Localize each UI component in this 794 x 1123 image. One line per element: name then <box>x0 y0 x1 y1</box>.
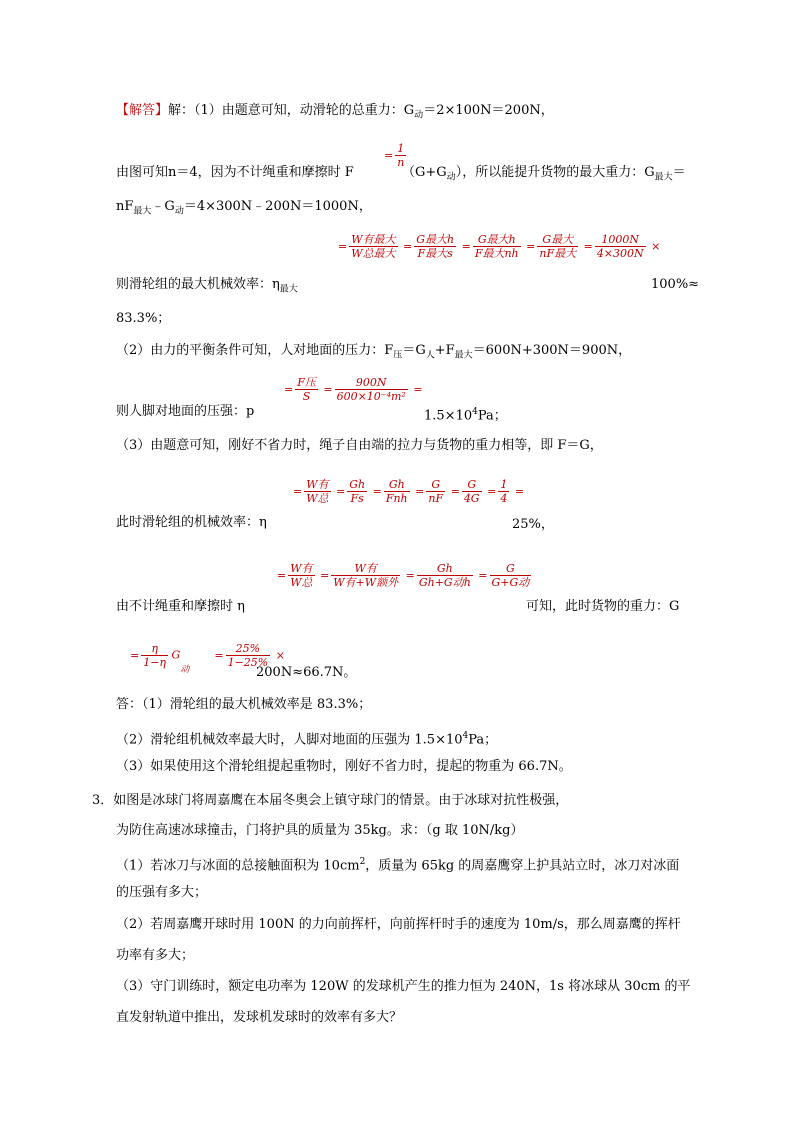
eta-no-save-force-formula: = $\frac{\text{W有}}{\text{W总}}$ = $\frac{Gh}{Fs}$ = $\frac{Gh}{\text{Fnh}}$ = $\frac{G}{nF}$ = $\frac{G}{4G}$ = $\frac{1}{4}$ = <box>293 478 525 505</box>
solution-line-4: 则滑轮组的最大机械效率：$\eta_{最大}$ <box>116 277 298 295</box>
problem-3-q2: （2）若周嘉鹰开球时用 100N 的力向前挥杆，向前挥杆时手的速度为 10m/s，那么周嘉鹰的挥杆 <box>116 917 681 932</box>
problem-3-line-2: 为防住高速冰球撞击，门将护具的质量为 35kg。求：（g 取 10N/kg） <box>116 823 524 838</box>
solution-line-11-end: 200N≈66.7N。 <box>256 665 357 680</box>
solution-line-9: 此时滑轮组的机械效率：η <box>116 515 267 530</box>
solution-intro: 解：（1）由题意可知，动滑轮的总重力：G <box>168 103 415 118</box>
eta-max-formula: = $\frac{\text{W有最大}}{\text{W总最大}}$ = $\frac{\text{G最大h}}{\text{F最大s}}$ = $\frac{\text{G最大h}}{\text{F最大nh}}$ = $\frac{\text{G最大}}{\text{nF最大}}$ = $\frac{1000N}{4\times 300N}$ × <box>338 233 661 260</box>
solution-line-6: （2）由力的平衡条件可知，人对地面的压力：$F_压=G_人+F_{最大}=600N+300N=900N$， <box>116 343 632 361</box>
solution-tag: 【解答】 <box>116 103 169 118</box>
problem-3-q1-cont: 的压强有多大； <box>116 885 208 900</box>
solution-line-3: $nF_{最大}﹣G_动=4\times 300N﹣200N=1000N$， <box>116 199 372 217</box>
eta-general-formula: = $\frac{\text{W有}}{\text{W总}}$ = $\frac{\text{W有}}{\text{W有+W额外}}$ = $\frac{Gh}{\text{Gh+G动h}}$ = $\frac{G}{\text{G+G动}}$ <box>277 562 530 589</box>
solution-line-2b: $(G+G_动)$，所以能提升货物的最大重力：$G_{最大}=$ <box>402 165 686 183</box>
solution-line-10-end: 可知，此时货物的重力：G <box>526 599 680 614</box>
problem-3-q1: （1）若冰刀与冰面的总接触面积为 $10cm^2$，质量为 65kg 的周嘉鹰穿上护具站立时，冰刀对冰面 <box>116 857 680 874</box>
solution-line-8: （3）由题意可知，刚好不省力时，绳子自由端的拉力与货物的重力相等，即 F＝G， <box>116 438 603 453</box>
problem-3-q3: （3）守门训练时，额定电功率为 120W 的发球机产生的推力恒为 240N，1s 将冰球从 30cm 的平 <box>116 979 691 994</box>
problem-3-q2-cont: 功率有多大； <box>116 948 195 963</box>
problem-3-q3-cont: 直发射轨道中推出，发球机发球时的效率有多大？ <box>116 1010 403 1025</box>
solution-line-1: 【解答】解：（1）由题意可知，动滑轮的总重力：$G_动=2\times 100N=200N$， <box>116 103 554 121</box>
solution-line-7: 则人脚对地面的压强：p <box>116 404 255 419</box>
answer-line-3: （3）如果使用这个滑轮组提起重物时，刚好不省力时，提起的物重为 66.7N。 <box>116 759 572 774</box>
problem-3-line-1: 3．如图是冰球门将周嘉鹰在本届冬奥会上镇守球门的情景。由于冰球对抗性极强， <box>92 793 569 808</box>
solution-line-2: 由图可知n＝4，因为不计绳重和摩擦时 F <box>116 165 354 180</box>
solution-line-5: 83.3%； <box>116 311 171 326</box>
problem-number: 3． <box>92 793 114 808</box>
fraction-one-over-n: = $\frac{1}{n}$ <box>384 142 405 169</box>
pressure-formula: = $\frac{\text{F压}}{S}$ = $\frac{900N}{\text{600×10⁻⁴m²}}$ = <box>284 376 423 403</box>
solution-line-9-end: 25%， <box>512 517 554 532</box>
answer-line-2: （2）滑轮组机械效率最大时，人脚对地面的压强为 $1.5\times 10^4Pa$； <box>116 731 498 748</box>
solution-line-10: 由不计绳重和摩擦时 η <box>116 599 245 614</box>
solution-line-7-end: $1.5\times 10^4Pa$； <box>424 407 507 424</box>
answer-line-1: 答：（1）滑轮组的最大机械效率是 83.3%； <box>116 697 372 712</box>
solution-line-4-end: 100%≈ <box>651 277 700 292</box>
weight-formula: = $\frac{\eta}{1-\eta}$ $G_动$ = $\frac{25\%}{1-25\%}$ × <box>130 642 285 675</box>
